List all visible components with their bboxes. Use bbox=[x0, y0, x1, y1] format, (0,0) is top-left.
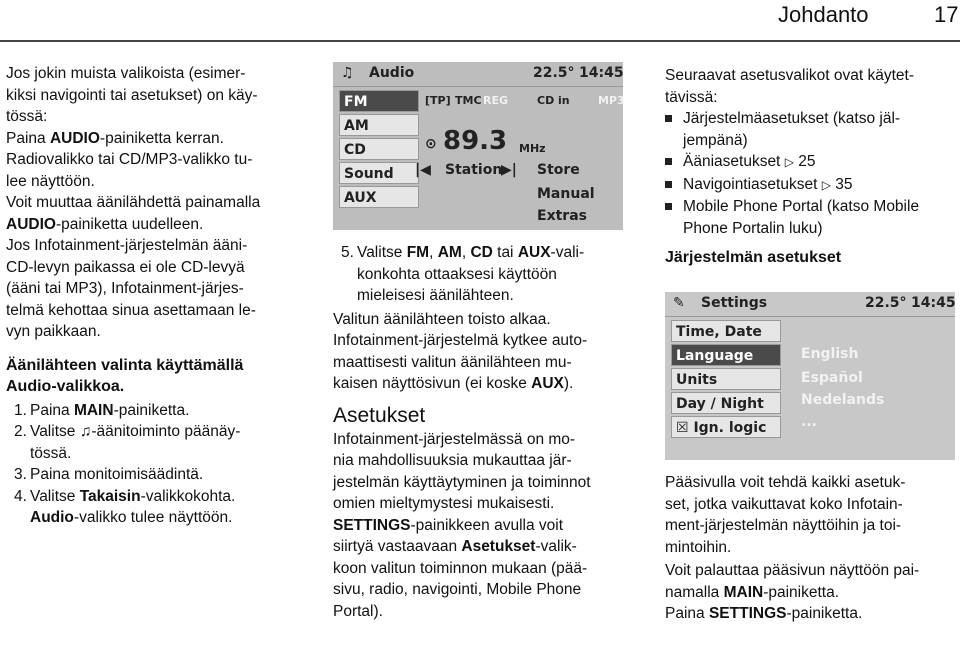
menu-item-aux[interactable]: AUX bbox=[339, 186, 419, 208]
bullet-item: Navigointiasetukset ▷ 35 bbox=[665, 174, 957, 197]
chapter-title: Johdanto bbox=[778, 2, 869, 27]
music-note-icon: ♫ bbox=[79, 423, 92, 440]
bullet-item: Järjestelmäasetukset (katso jäl- jempänä) bbox=[665, 108, 957, 151]
wrench-icon: ✎ bbox=[673, 295, 685, 311]
extras-option[interactable]: Extras bbox=[537, 208, 587, 224]
language-option[interactable]: Nedelands bbox=[801, 392, 885, 408]
menu-item-ign-logic[interactable]: ☒ Ign. logic bbox=[671, 416, 781, 438]
time: 14:45 bbox=[579, 65, 624, 81]
column-3-lower bbox=[665, 472, 957, 625]
paragraph: Radiovalikko tai CD/MP3-valikko tu- lee näyttöön. bbox=[6, 151, 253, 190]
step-item: 4. Valitse Takaisin-valikkokohta. bbox=[14, 487, 236, 505]
paragraph: Jos Infotainment-järjestelmän ääni- CD-levyn paikassa ei ole CD-levyä (ääni tai MP3), Infotainment-järjes- telmä kehottaa sinua asettamaan le- vyn paikkaan. bbox=[6, 237, 256, 340]
menu-item-language[interactable]: Language bbox=[671, 344, 781, 366]
step-item: 3. Paina monitoimisäädintä. bbox=[14, 466, 204, 483]
column-3 bbox=[665, 65, 957, 268]
menu-item-time-date[interactable]: Time, Date bbox=[671, 320, 781, 342]
language-option[interactable]: English bbox=[801, 346, 859, 362]
menu-item-fm[interactable]: FM bbox=[339, 90, 419, 112]
frequency-unit: MHz bbox=[519, 142, 546, 155]
paragraph: Seuraavat asetusvalikot ovat käytet- tävissä: bbox=[665, 67, 914, 106]
paragraph: Paina AUDIO-painiketta kerran. bbox=[6, 129, 224, 147]
bullet-item: Mobile Phone Portal (katso Mobile Phone Portalin luku) bbox=[665, 196, 957, 239]
settings-screen-image bbox=[665, 292, 955, 460]
step-result: Audio-valikko tulee näyttöön. bbox=[30, 509, 233, 526]
audio-screen-image bbox=[333, 62, 623, 230]
step-item: 1. Paina MAIN-painiketta. bbox=[14, 401, 190, 419]
screen-title: Audio bbox=[369, 65, 415, 81]
header-divider bbox=[0, 40, 960, 42]
page-ref-arrow-icon: ▷ bbox=[784, 155, 794, 169]
cd-in-indicator: CD in bbox=[537, 94, 570, 107]
step-list bbox=[6, 400, 306, 529]
time: 14:45 bbox=[911, 295, 956, 311]
menu-item-cd[interactable]: CD bbox=[339, 138, 419, 160]
paragraph: Voit palauttaa pääsivun näyttöön pai- namalla MAIN-painiketta. bbox=[665, 562, 920, 601]
station-label: Station bbox=[445, 162, 503, 178]
frequency: 89.3 bbox=[443, 126, 508, 156]
more-options[interactable]: ... bbox=[801, 414, 817, 430]
page-number: 17 bbox=[934, 2, 959, 27]
music-note-icon: ♫ bbox=[341, 65, 354, 81]
mp3-indicator: MP3 bbox=[598, 94, 625, 107]
bullet-item: Ääniasetukset ▷ 25 bbox=[665, 151, 957, 174]
menu-item-day-night[interactable]: Day / Night bbox=[671, 392, 781, 414]
checkbox-icon: ☒ bbox=[676, 420, 694, 436]
page-ref-arrow-icon: ▷ bbox=[821, 177, 831, 192]
paragraph: Jos jokin muista valikoista (esimer- kiksi navigointi tai asetukset) on käy- tössä: bbox=[6, 65, 258, 125]
temperature: 22.5° bbox=[533, 65, 575, 81]
reg-indicator: REG bbox=[483, 94, 509, 107]
seek-back-icon[interactable]: |◀ bbox=[415, 162, 431, 178]
store-option[interactable]: Store bbox=[537, 162, 580, 178]
radio-icon: ⊙ bbox=[425, 136, 437, 152]
screen-title: Settings bbox=[701, 295, 768, 311]
temperature: 22.5° bbox=[865, 295, 907, 311]
step-item: 5. Valitse FM, AM, CD tai AUX-vali- konkohta ottaaksesi käyttöön mieleisesi äänilähteen. bbox=[341, 244, 585, 304]
menu-item-am[interactable]: AM bbox=[339, 114, 419, 136]
menu-item-units[interactable]: Units bbox=[671, 368, 781, 390]
column-2 bbox=[333, 242, 633, 622]
manual-option[interactable]: Manual bbox=[537, 186, 595, 202]
paragraph: Valitun äänilähteen toisto alkaa. bbox=[333, 310, 551, 328]
tp-indicator: [TP] bbox=[425, 94, 451, 107]
paragraph: Voit muuttaa äänilähdettä painamalla AUDIO-painiketta uudelleen. bbox=[6, 194, 261, 233]
menu-item-sound[interactable]: Sound bbox=[339, 162, 419, 184]
section-heading: Asetukset bbox=[333, 403, 426, 427]
step-item: 2. Valitse ♫-äänitoiminto päänäy- tössä. bbox=[14, 423, 241, 462]
seek-forward-icon[interactable]: ▶| bbox=[501, 162, 517, 178]
tmc-indicator: TMC bbox=[455, 94, 482, 107]
subheading: Järjestelmän asetukset bbox=[665, 249, 842, 266]
column-1 bbox=[6, 63, 306, 529]
paragraph: Infotainment-järjestelmä kytkee auto- maattisesti valitun äänilähteen mu- kaisen näyttösivun (ei koske AUX). bbox=[333, 332, 588, 392]
paragraph: Infotainment-järjestelmässä on mo- nia mahdollisuuksia mukauttaa jär- jestelmän käyttäytyminen ja toiminnot omien mieltymystesi mukaisesti. bbox=[333, 430, 591, 512]
language-option[interactable]: Español bbox=[801, 370, 863, 386]
paragraph: Paina SETTINGS-painiketta. bbox=[665, 605, 863, 622]
paragraph: SETTINGS-painikkeen avulla voit siirtyä vastaavaan Asetukset-valik- koon valitun toiminnon mukaan (pää- sivu, radio, navigointi, Mobile Phone Portal). bbox=[333, 516, 588, 620]
paragraph: Pääsivulla voit tehdä kaikki asetuk- set, jotka vaikuttavat koko Infotain- ment-järjestelmän näyttöihin ja toi- mintoihin. bbox=[665, 474, 906, 556]
subheading: Äänilähteen valinta käyttämällä Audio-valikkoa. bbox=[6, 356, 244, 395]
